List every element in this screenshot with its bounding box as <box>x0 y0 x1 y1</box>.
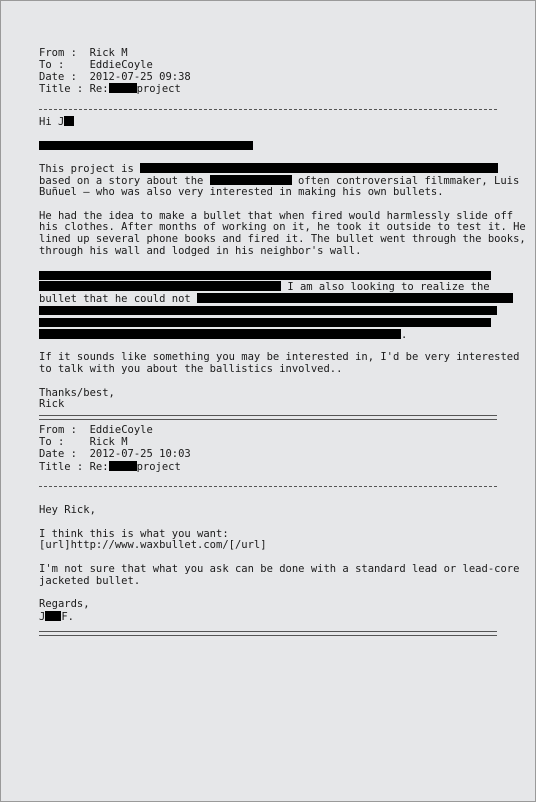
title-suffix: project <box>136 83 181 96</box>
redaction <box>140 163 498 173</box>
from-label: From : <box>39 424 77 437</box>
redaction <box>197 293 513 303</box>
date-label: Date : <box>39 70 77 83</box>
redaction <box>109 83 137 93</box>
double-divider <box>39 631 497 636</box>
url-text: [url]http://www.waxbullet.com/[/url] <box>39 539 267 552</box>
redaction <box>39 271 491 280</box>
signoff: Thanks/best, Rick <box>39 386 115 411</box>
signoff: Regards, J F. <box>39 598 90 624</box>
greeting: Hey Rick, <box>39 504 96 517</box>
date-row <box>39 449 509 461</box>
paragraph-2: I'm not sure that what you ask can be done with a standard lead or lead-core jacketed bullet. <box>39 563 520 587</box>
from-value: EddieCoyle <box>89 424 153 437</box>
date-value: 2012-07-25 09:38 <box>89 70 191 83</box>
to-value: EddieCoyle <box>89 58 153 71</box>
title-row <box>39 461 509 473</box>
double-divider <box>39 415 497 420</box>
paragraph-2: He had the idea to make a bullet that when fired would harmlessly slide off his clothes. After months of working on it, he took it outside to test it. He lined up several phone books and fired it. The bullet went through the books, through his wall and lodged in his neighbor's wall. <box>39 209 526 257</box>
date-row <box>39 72 509 84</box>
from-value: Rick M <box>89 47 128 59</box>
dashed-divider <box>39 486 497 488</box>
title-prefix: Re: <box>89 460 109 473</box>
redaction <box>109 461 137 471</box>
redaction <box>39 306 497 315</box>
title-row <box>39 83 509 95</box>
title-prefix: Re: <box>89 83 109 96</box>
redaction <box>64 116 74 126</box>
email-1-header <box>39 48 509 95</box>
to-value: Rick M <box>89 435 128 448</box>
redaction <box>39 329 401 339</box>
redaction <box>210 175 292 185</box>
date-label: Date : <box>39 447 77 460</box>
redacted-line <box>39 140 509 152</box>
dashed-divider <box>39 109 497 111</box>
email-thread <box>39 47 526 641</box>
paragraph-4: If it sounds like something you may be interested in, I'd be very interested to talk with you about the ballistics involved.. <box>39 351 520 375</box>
paragraph-1: I think this is what you want: [url]http://www.waxbullet.com/[/url] <box>39 529 509 553</box>
email-2-header <box>39 425 509 472</box>
date-value: 2012-07-25 10:03 <box>89 447 191 460</box>
title-label: Title : <box>39 83 84 96</box>
redaction <box>39 281 281 291</box>
to-label: To : <box>39 435 65 448</box>
redaction <box>39 141 253 150</box>
from-label: From : <box>39 47 77 59</box>
redaction <box>39 318 491 327</box>
greeting: Hi J <box>39 116 509 128</box>
paragraph-3: I am also looking to realize the bullet that he could not . <box>39 270 509 341</box>
title-suffix: project <box>136 460 181 473</box>
to-label: To : <box>39 58 65 71</box>
title-label: Title : <box>39 460 84 473</box>
redaction <box>45 611 61 621</box>
paragraph-1: This project is based on a story about the often controversial filmmaker, Luis Buñuel – who was also very interested in making his own bullets. <box>39 163 520 198</box>
